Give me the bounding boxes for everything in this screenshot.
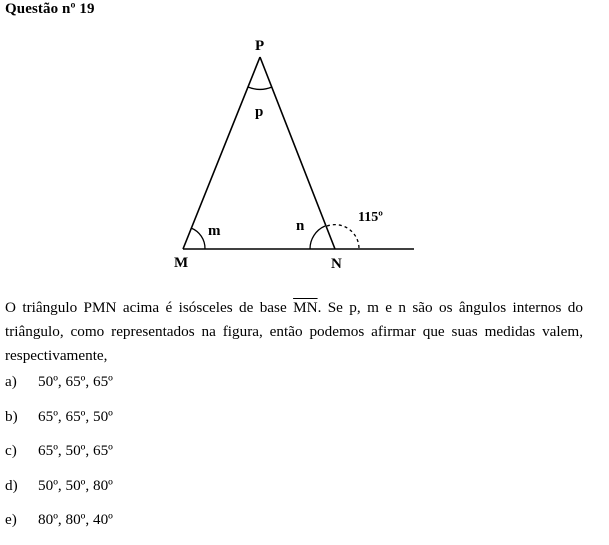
segment-mn: $\overline{MN}$: [293, 299, 318, 316]
option-value: 65º, 65º, 50º: [38, 407, 113, 425]
angle-label-m: m: [208, 223, 221, 239]
question-statement: [5, 296, 583, 368]
side-pm: [183, 57, 260, 249]
exterior-angle-label: 115º: [358, 210, 383, 225]
option-value: 50º, 65º, 65º: [38, 373, 113, 390]
option-letter: b): [5, 407, 18, 425]
vertex-label-p: P: [255, 38, 265, 54]
angle-label-n: n: [296, 218, 305, 234]
statement-part1: O triângulo PMN acima é isósceles de base: [5, 299, 294, 316]
statement-part2: . Se p, m e n são os ângulos internos do triângulo, como representados na figura, então podemos afirmar que suas medidas valem, respectivamente,: [5, 299, 583, 364]
option-value: 80º, 80º, 40º: [38, 511, 113, 529]
option-value: 65º, 50º, 65º: [38, 442, 113, 460]
angle-arc-m: [191, 228, 205, 249]
option-letter: d): [5, 476, 18, 494]
option-letter: e): [5, 511, 17, 529]
question-title: Questão nº 19: [5, 1, 95, 17]
option-value: 50º, 50º, 80º: [38, 476, 113, 494]
option-letter: a): [5, 373, 17, 390]
angle-arc-p: [248, 87, 272, 89]
exterior-angle-arc: [327, 225, 359, 249]
angle-label-p: p: [255, 104, 264, 120]
vertex-label-n: N: [331, 256, 342, 272]
vertex-label-m: M: [174, 255, 189, 271]
option-letter: c): [5, 442, 17, 460]
angle-arc-n: [310, 226, 325, 249]
